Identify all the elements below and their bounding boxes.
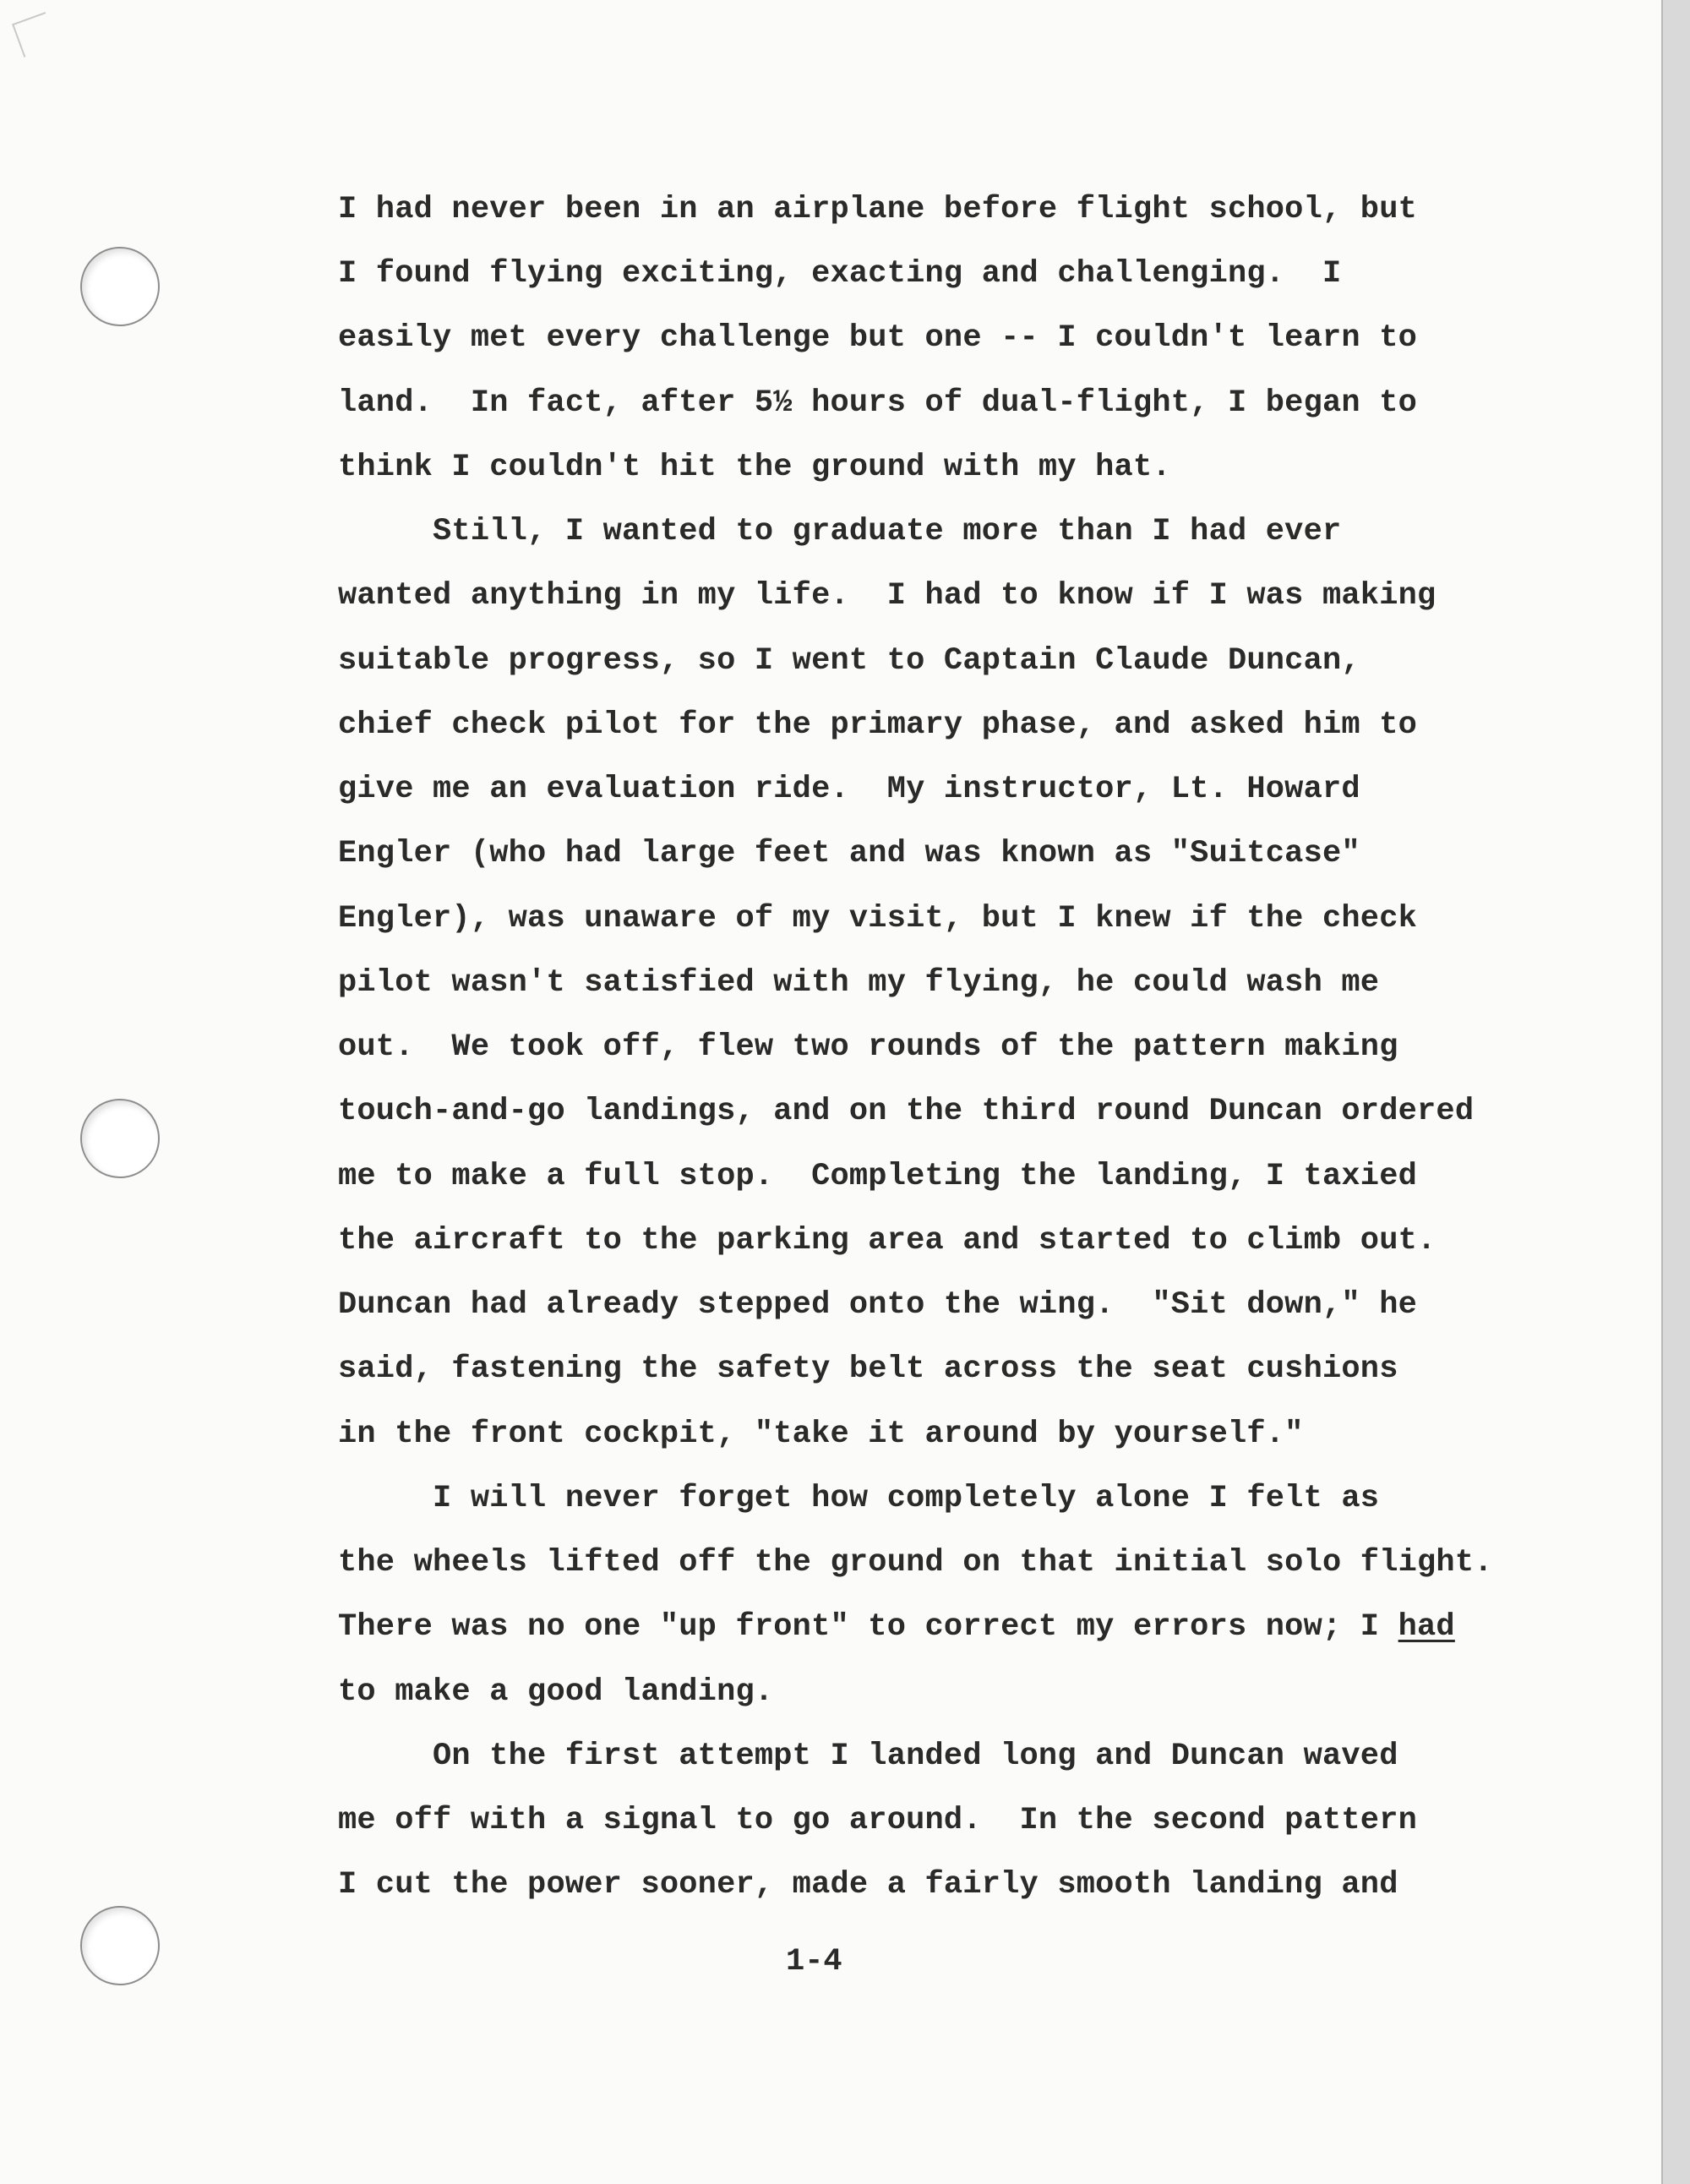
text-line: me off with a signal to go around. In the second pattern	[338, 1803, 1418, 1838]
text-line: the aircraft to the parking area and started to climb out.	[338, 1223, 1436, 1259]
body-text	[338, 0, 1538, 1903]
text-line: wanted anything in my life. I had to know if I was making	[338, 578, 1436, 614]
punch-hole-bottom	[80, 1906, 160, 1985]
text-line: easily met every challenge but one -- I couldn't learn to	[338, 320, 1418, 356]
text-line: I found flying exciting, exacting and challenging. I	[338, 256, 1342, 292]
text-line: suitable progress, so I went to Captain Claude Duncan,	[338, 643, 1360, 679]
text-line: in the front cockpit, "take it around by yourself."	[338, 1417, 1304, 1452]
text-line: give me an evaluation ride. My instructor, Lt. Howard	[338, 772, 1360, 807]
text-line-segment: There was no one "up front" to correct my errors now; I	[338, 1609, 1398, 1645]
underlined-word: had	[1398, 1609, 1455, 1645]
text-line: Duncan had already stepped onto the wing. "Sit down," he	[338, 1287, 1418, 1323]
text-line: Still, I wanted to graduate more than I had ever	[338, 514, 1342, 549]
corner-fold-mark	[12, 12, 57, 57]
text-line: me to make a full stop. Completing the landing, I taxied	[338, 1159, 1418, 1194]
text-line: Engler), was unaware of my visit, but I knew if the check	[338, 901, 1418, 936]
text-line: land. In fact, after 5½ hours of dual-flight, I began to	[338, 385, 1418, 421]
text-line: touch-and-go landings, and on the third round Duncan ordered	[338, 1094, 1475, 1129]
text-line: think I couldn't hit the ground with my hat.	[338, 450, 1171, 485]
text-line: Engler (who had large feet and was known as "Suitcase"	[338, 836, 1360, 871]
text-line: to make a good landing.	[338, 1674, 774, 1710]
text-line: I will never forget how completely alone I felt as	[338, 1481, 1380, 1516]
text-line: out. We took off, flew two rounds of the pattern making	[338, 1029, 1398, 1065]
text-line-with-underline	[338, 1606, 1455, 1648]
text-line: chief check pilot for the primary phase, and asked him to	[338, 707, 1418, 743]
text-line: I had never been in an airplane before flight school, but	[338, 192, 1418, 227]
page-number: 1-4	[786, 1944, 842, 1979]
text-line: On the first attempt I landed long and Duncan waved	[338, 1739, 1398, 1774]
text-line: the wheels lifted off the ground on that initial solo flight.	[338, 1545, 1493, 1581]
punch-hole-middle	[80, 1099, 160, 1178]
text-line: I cut the power sooner, made a fairly smooth landing and	[338, 1867, 1398, 1903]
punch-hole-top	[80, 247, 160, 326]
text-line: said, fastening the safety belt across the seat cushions	[338, 1351, 1398, 1387]
text-line: pilot wasn't satisfied with my flying, he could wash me	[338, 965, 1380, 1001]
